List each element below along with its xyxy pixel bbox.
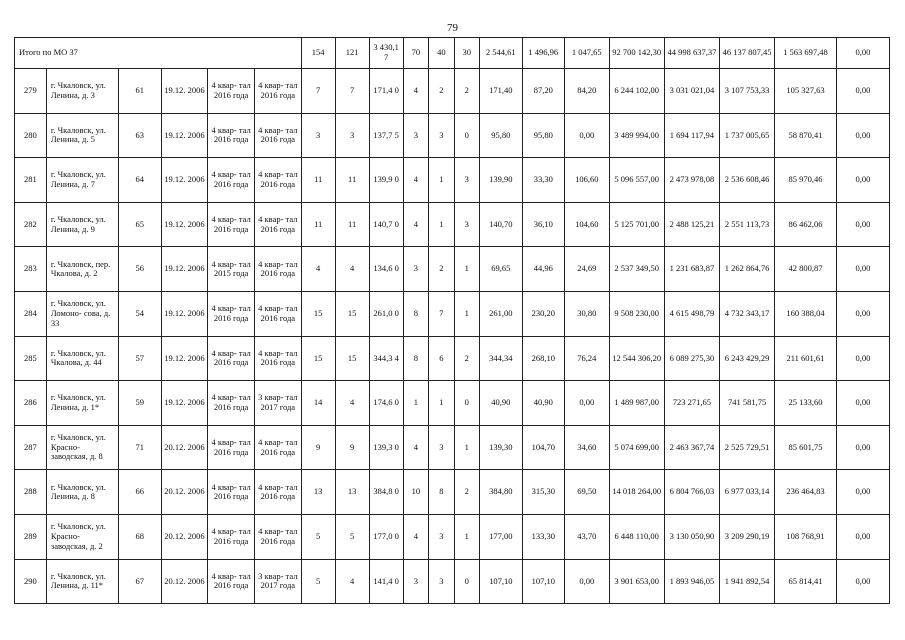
page-number: 79 (447, 22, 458, 34)
table-cell: 723 271,65 (664, 381, 719, 426)
table-cell: 1 (429, 158, 454, 203)
table-cell: 137,7 5 (369, 113, 403, 158)
table-cell: 1 (403, 381, 428, 426)
table-cell: 0,00 (836, 514, 889, 559)
table-cell: 44,96 (522, 247, 564, 292)
table-cell: 1 262 864,76 (719, 247, 774, 292)
table-cell: 104,60 (564, 202, 609, 247)
table-cell: 6 089 275,30 (664, 336, 719, 381)
table-cell: г. Чкаловск, ул. Красно- заводская, д. 2 (46, 514, 118, 559)
table-cell: 19.12. 2006 (161, 202, 208, 247)
table-cell: 4 (335, 247, 369, 292)
table-cell: 3 (335, 113, 369, 158)
table-cell: 3 107 753,33 (719, 69, 774, 114)
table-cell: 19.12. 2006 (161, 69, 208, 114)
table-cell: 10 (403, 470, 428, 515)
table-cell: 0,00 (836, 291, 889, 336)
table-cell: 2 (454, 470, 479, 515)
table-cell: 68 (119, 514, 161, 559)
table-cell: 70 (403, 38, 428, 69)
table-cell: 1 694 117,94 (664, 113, 719, 158)
table-cell: 139,9 0 (369, 158, 403, 203)
table-cell: 7 (429, 291, 454, 336)
table-cell: 279 (15, 69, 47, 114)
table-cell: 87,20 (522, 69, 564, 114)
table-cell: 108 768,91 (775, 514, 837, 559)
table-cell: 92 700 142,30 (609, 38, 664, 69)
table-cell: 288 (15, 470, 47, 515)
table-cell: 4 (403, 514, 428, 559)
table-cell: 34,60 (564, 425, 609, 470)
table-cell: 139,3 0 (369, 425, 403, 470)
table-cell: г. Чкаловск, ул. Ленина, д. 7 (46, 158, 118, 203)
table-cell: 30 (454, 38, 479, 69)
table-cell: г. Чкаловск, ул. Ленина, д. 5 (46, 113, 118, 158)
table-cell: г. Чкаловск, ул. Ленина, д. 9 (46, 202, 118, 247)
table-cell: 85 970,46 (775, 158, 837, 203)
table-cell: г. Чкаловск, пер. Чкалова, д. 2 (46, 247, 118, 292)
table-cell: 4 квар- тал 2016 года (254, 247, 301, 292)
table-row (15, 470, 890, 515)
table-cell: 0,00 (836, 38, 889, 69)
table-cell: 4 квар- тал 2016 года (254, 514, 301, 559)
table-cell: 42 800,87 (775, 247, 837, 292)
table-cell: 107,10 (522, 559, 564, 604)
table-cell: 139,90 (480, 158, 522, 203)
table-cell: 1 (454, 247, 479, 292)
table-cell: 58 870,41 (775, 113, 837, 158)
table-cell: 25 133,60 (775, 381, 837, 426)
table-cell: 171,4 0 (369, 69, 403, 114)
table-cell: 3 031 021,04 (664, 69, 719, 114)
table-cell: 174,6 0 (369, 381, 403, 426)
table-cell: 3 (429, 514, 454, 559)
table-cell: 7 (301, 69, 335, 114)
table-cell: 4 квар- тал 2016 года (254, 69, 301, 114)
table-cell: 40 (429, 38, 454, 69)
table-cell: 4 квар- тал 2016 года (208, 470, 255, 515)
table-cell: г. Чкаловск, ул. Ломоно- сова, д. 33 (46, 291, 118, 336)
table-cell: 287 (15, 425, 47, 470)
table-cell: 384,80 (480, 470, 522, 515)
table-cell: 5 074 699,00 (609, 425, 664, 470)
table-cell: 13 (301, 470, 335, 515)
table-row (15, 425, 890, 470)
table-cell: 1 (454, 514, 479, 559)
table-cell: 4 квар- тал 2016 года (208, 514, 255, 559)
table-cell: 3 (301, 113, 335, 158)
table-cell: 384,8 0 (369, 470, 403, 515)
table-cell: 64 (119, 158, 161, 203)
table-cell: 282 (15, 202, 47, 247)
table-cell: 283 (15, 247, 47, 292)
table-cell: 65 (119, 202, 161, 247)
table-cell: 280 (15, 113, 47, 158)
table-cell: 4 (403, 425, 428, 470)
table-cell: 19.12. 2006 (161, 247, 208, 292)
table-cell: 4 квар- тал 2016 года (254, 470, 301, 515)
table-cell: 106,60 (564, 158, 609, 203)
table-cell: 4 615 498,79 (664, 291, 719, 336)
table-cell: 95,80 (480, 113, 522, 158)
table-cell: 0,00 (836, 113, 889, 158)
table-row (15, 381, 890, 426)
table-cell: 1 231 683,87 (664, 247, 719, 292)
table-row (15, 69, 890, 114)
table-cell: 86 462,06 (775, 202, 837, 247)
table-cell: 1 (429, 381, 454, 426)
table-cell: 15 (301, 291, 335, 336)
table-cell: 54 (119, 291, 161, 336)
table-cell: 4 квар- тал 2016 года (254, 336, 301, 381)
table-cell: 24,69 (564, 247, 609, 292)
table-cell: г. Чкаловск, ул. Ленина, д. 1* (46, 381, 118, 426)
table-cell: 1 496,96 (522, 38, 564, 69)
table-cell: 63 (119, 113, 161, 158)
table-cell: 2 (454, 69, 479, 114)
table-cell: г. Чкаловск, ул. Красно- заводская, д. 8 (46, 425, 118, 470)
table-cell: 20.12. 2006 (161, 514, 208, 559)
table-cell: 230,20 (522, 291, 564, 336)
table-cell: 15 (335, 291, 369, 336)
table-cell: 133,30 (522, 514, 564, 559)
table-cell: 284 (15, 291, 47, 336)
table-cell: 85 601,75 (775, 425, 837, 470)
table-cell: 11 (335, 202, 369, 247)
table-cell: 2 544,61 (480, 38, 522, 69)
table-total-row (15, 38, 890, 69)
table-cell: 1 737 005,65 (719, 113, 774, 158)
table-cell: 4 (403, 158, 428, 203)
total-label: Итого по МО 37 (15, 38, 302, 69)
table-cell: 4 квар- тал 2016 года (208, 291, 255, 336)
table-cell: 286 (15, 381, 47, 426)
table-cell: 43,70 (564, 514, 609, 559)
table-cell: 6 448 110,00 (609, 514, 664, 559)
table-cell: 268,10 (522, 336, 564, 381)
table-cell: 1 941 892,54 (719, 559, 774, 604)
table-cell: 315,30 (522, 470, 564, 515)
table-row (15, 247, 890, 292)
table-cell: 285 (15, 336, 47, 381)
table-cell: 261,0 0 (369, 291, 403, 336)
table-cell: 76,24 (564, 336, 609, 381)
table-cell: 19.12. 2006 (161, 381, 208, 426)
table-cell: 4 квар- тал 2016 года (208, 158, 255, 203)
table-cell: 40,90 (522, 381, 564, 426)
table-cell: 4 квар- тал 2016 года (254, 425, 301, 470)
table-cell: 0,00 (836, 69, 889, 114)
table-cell: 0,00 (836, 470, 889, 515)
table-cell: 140,7 0 (369, 202, 403, 247)
table-cell: 0,00 (564, 113, 609, 158)
table-cell: 0,00 (836, 559, 889, 604)
table-row (15, 291, 890, 336)
table-cell: 1 489 987,00 (609, 381, 664, 426)
table-cell: 160 388,04 (775, 291, 837, 336)
table-cell: 46 137 807,45 (719, 38, 774, 69)
table-cell: 236 464,83 (775, 470, 837, 515)
table-cell: 12 544 306,20 (609, 336, 664, 381)
table-cell: 20.12. 2006 (161, 559, 208, 604)
table-cell: 0,00 (836, 425, 889, 470)
table-cell: 3 489 994,00 (609, 113, 664, 158)
table-cell: 9 (335, 425, 369, 470)
table-cell: 11 (335, 158, 369, 203)
table-cell: 95,80 (522, 113, 564, 158)
table-cell: 171,40 (480, 69, 522, 114)
table-cell: г. Чкаловск, ул. Чкалова, д. 44 (46, 336, 118, 381)
table-cell: 0,00 (564, 559, 609, 604)
table-cell: 4 (403, 202, 428, 247)
table-cell: 3 (429, 425, 454, 470)
table-cell: 71 (119, 425, 161, 470)
table-cell: 4 квар- тал 2016 года (208, 381, 255, 426)
table-cell: 2 473 978,08 (664, 158, 719, 203)
table-cell: 344,3 4 (369, 336, 403, 381)
table-cell: 6 (429, 336, 454, 381)
table-cell: 4 квар- тал 2015 года (208, 247, 255, 292)
table-cell: г. Чкаловск, ул. Ленина, д. 11* (46, 559, 118, 604)
table-cell: 154 (301, 38, 335, 69)
table-row (15, 336, 890, 381)
table-cell: 3 430,1 7 (369, 38, 403, 69)
table-cell: 0,00 (836, 336, 889, 381)
table-cell: 0,00 (836, 247, 889, 292)
table-cell: 5 125 701,00 (609, 202, 664, 247)
table-cell: 4 квар- тал 2016 года (254, 113, 301, 158)
table-cell: 3 130 050,90 (664, 514, 719, 559)
table-cell: 3 квар- тал 2017 года (254, 559, 301, 604)
table-cell: 3 (454, 202, 479, 247)
table-cell: 4 квар- тал 2016 года (208, 113, 255, 158)
table-cell: 14 (301, 381, 335, 426)
table-cell: 6 244 102,00 (609, 69, 664, 114)
table-cell: 5 (335, 514, 369, 559)
table-cell: 107,10 (480, 559, 522, 604)
table-cell: 15 (301, 336, 335, 381)
table-cell: 121 (335, 38, 369, 69)
table-cell: 5 096 557,00 (609, 158, 664, 203)
table-cell: 0,00 (836, 202, 889, 247)
table-cell: 0 (454, 559, 479, 604)
table-cell: 4 квар- тал 2016 года (254, 291, 301, 336)
table-cell: г. Чкаловск, ул. Ленина, д. 8 (46, 470, 118, 515)
table-cell: 67 (119, 559, 161, 604)
table-cell: 0,00 (564, 381, 609, 426)
table-cell: 4 732 343,17 (719, 291, 774, 336)
table-cell: 4 квар- тал 2016 года (208, 336, 255, 381)
table-cell: 3 (403, 559, 428, 604)
table-cell: 40,90 (480, 381, 522, 426)
table-cell: 0,00 (836, 158, 889, 203)
table-row (15, 202, 890, 247)
table-cell: 141,4 0 (369, 559, 403, 604)
table-cell: 6 804 766,03 (664, 470, 719, 515)
table-cell: 9 508 230,00 (609, 291, 664, 336)
table-cell: 2 (429, 69, 454, 114)
table-cell: 3 (454, 158, 479, 203)
table-cell: 281 (15, 158, 47, 203)
table-cell: 261,00 (480, 291, 522, 336)
table-cell: 4 (301, 247, 335, 292)
table-cell: 177,00 (480, 514, 522, 559)
table-cell: 14 018 264,00 (609, 470, 664, 515)
table-cell: 1 (454, 425, 479, 470)
table-cell: 19.12. 2006 (161, 336, 208, 381)
table-row (15, 514, 890, 559)
table-cell: 134,6 0 (369, 247, 403, 292)
table-cell: 289 (15, 514, 47, 559)
table-cell: 13 (335, 470, 369, 515)
table-cell: 3 (429, 559, 454, 604)
table-cell: 290 (15, 559, 47, 604)
table-cell: 4 квар- тал 2016 года (254, 202, 301, 247)
table-cell: 4 квар- тал 2016 года (208, 425, 255, 470)
table-cell: 4 (335, 381, 369, 426)
table-cell: 4 квар- тал 2016 года (208, 559, 255, 604)
table-cell: 2 (454, 336, 479, 381)
table-cell: 15 (335, 336, 369, 381)
table-cell: 1 893 946,05 (664, 559, 719, 604)
table-cell: 3 (429, 113, 454, 158)
table-cell: 11 (301, 158, 335, 203)
table-cell: 2 463 367,74 (664, 425, 719, 470)
table-cell: 69,65 (480, 247, 522, 292)
table-cell: 2 537 349,50 (609, 247, 664, 292)
table-cell: 44 998 637,37 (664, 38, 719, 69)
table-cell: 1 (429, 202, 454, 247)
table-cell: 8 (403, 291, 428, 336)
table-cell: 5 (301, 559, 335, 604)
table-cell: 3 901 653,00 (609, 559, 664, 604)
table-cell: 19.12. 2006 (161, 113, 208, 158)
table-cell: 140,70 (480, 202, 522, 247)
table-cell: 2 525 729,51 (719, 425, 774, 470)
table-cell: 3 (403, 113, 428, 158)
table-cell: 105 327,63 (775, 69, 837, 114)
table-cell: 344,34 (480, 336, 522, 381)
table-row (15, 113, 890, 158)
table-cell: 5 (301, 514, 335, 559)
table-cell: 1 047,65 (564, 38, 609, 69)
table-cell: 20.12. 2006 (161, 425, 208, 470)
table-cell: г. Чкаловск, ул. Ленина, д. 3 (46, 69, 118, 114)
table-cell: 19.12. 2006 (161, 291, 208, 336)
data-table (14, 37, 890, 604)
table-cell: 6 977 033,14 (719, 470, 774, 515)
table-cell: 177,0 0 (369, 514, 403, 559)
table-cell: 59 (119, 381, 161, 426)
table-cell: 57 (119, 336, 161, 381)
table-cell: 4 квар- тал 2016 года (208, 202, 255, 247)
table-cell: 1 (454, 291, 479, 336)
table-cell: 66 (119, 470, 161, 515)
table-cell: 4 квар- тал 2016 года (208, 69, 255, 114)
table-row (15, 158, 890, 203)
table-cell: 741 581,75 (719, 381, 774, 426)
table-cell: 3 квар- тал 2017 года (254, 381, 301, 426)
table-cell: 7 (335, 69, 369, 114)
table-cell: 3 (403, 247, 428, 292)
table-cell: 30,80 (564, 291, 609, 336)
table-cell: 20.12. 2006 (161, 470, 208, 515)
table-cell: 211 601,61 (775, 336, 837, 381)
table-cell: 61 (119, 69, 161, 114)
table-cell: 11 (301, 202, 335, 247)
table-cell: 3 209 290,19 (719, 514, 774, 559)
table-cell: 2 536 608,46 (719, 158, 774, 203)
table-cell: 56 (119, 247, 161, 292)
table-cell: 2 488 125,21 (664, 202, 719, 247)
table-cell: 2 551 113,73 (719, 202, 774, 247)
table-cell: 33,30 (522, 158, 564, 203)
table-cell: 4 квар- тал 2016 года (254, 158, 301, 203)
table-cell: 0 (454, 381, 479, 426)
table-cell: 139,30 (480, 425, 522, 470)
table-cell: 65 814,41 (775, 559, 837, 604)
table-cell: 8 (429, 470, 454, 515)
table-cell: 84,20 (564, 69, 609, 114)
table-cell: 36,10 (522, 202, 564, 247)
table-cell: 0 (454, 113, 479, 158)
table-cell: 104,70 (522, 425, 564, 470)
table-cell: 0,00 (836, 381, 889, 426)
table-cell: 6 243 429,29 (719, 336, 774, 381)
table-cell: 2 (429, 247, 454, 292)
table-cell: 19.12. 2006 (161, 158, 208, 203)
table-cell: 4 (403, 69, 428, 114)
table-cell: 8 (403, 336, 428, 381)
table-row (15, 559, 890, 604)
table-cell: 1 563 697,48 (775, 38, 837, 69)
table-cell: 69,50 (564, 470, 609, 515)
table-cell: 9 (301, 425, 335, 470)
table-cell: 4 (335, 559, 369, 604)
